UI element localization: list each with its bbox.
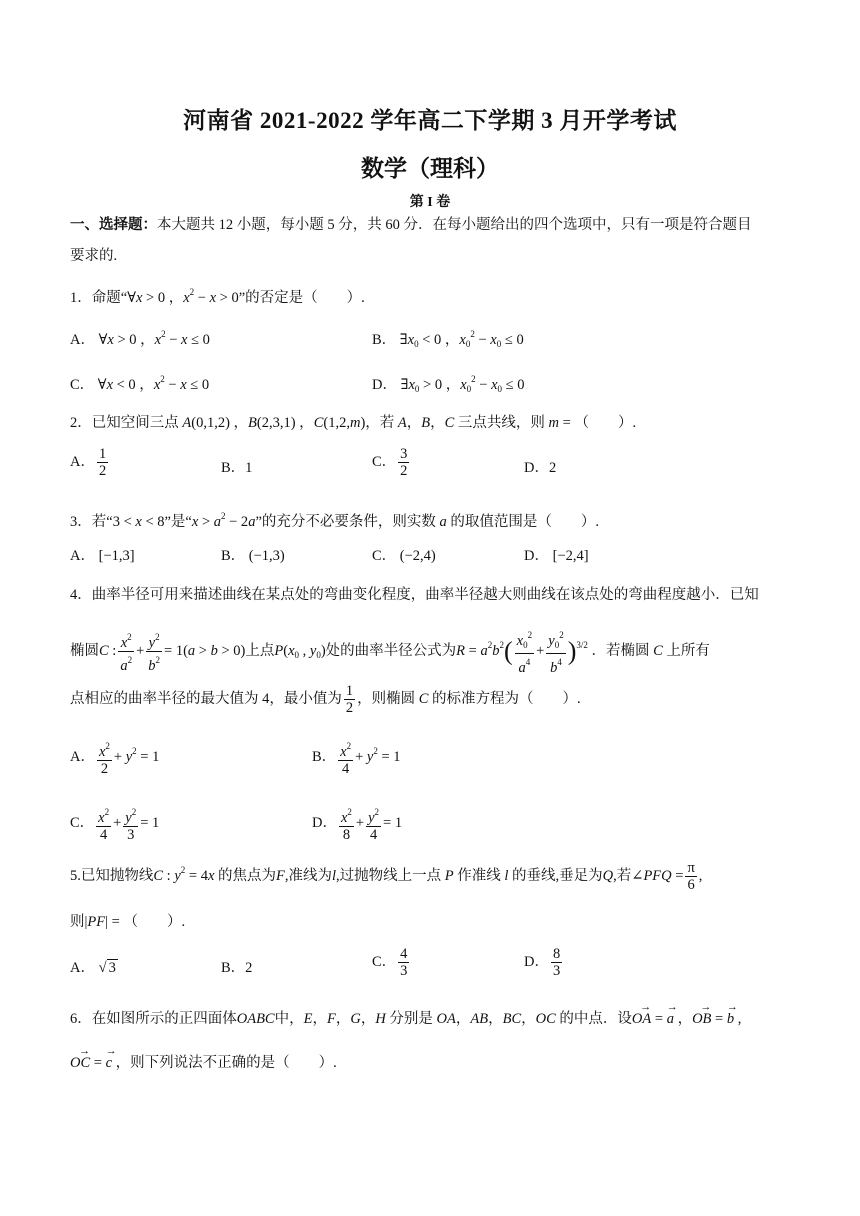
q4-option-b: B． $\frac{x^2}{4}$ + $y^2 = 1$ — [312, 738, 401, 777]
q1-option-c: C． ∀x < 0 ，$x^2 - x \le 0$ — [70, 374, 210, 393]
question-5-line-1: 5.已知抛物线C : $y^2 = 4x$ 的焦点为F,准线为l,过抛物线上一点 P 作准线 l 的垂线,垂足为Q,若∠PFQ = $\frac{\pi}{6}$ , — [70, 860, 703, 894]
question-3: 3．若“3 < x < 8”是“$x > a^2 - 2a$”的充分不必要条件，则实数 a 的取值范围是（ ）. — [70, 511, 599, 530]
question-1: 1．命题“∀x > 0 ，$x^2 - x > 0$”的否定是（ ）. — [70, 287, 365, 306]
q1-option-d: D． $\exists x_0 > 0$ ，$x_0^2 - x_0 \le 0$ — [372, 374, 525, 394]
exam-subject: 数学（理科） — [361, 156, 499, 181]
q4-option-c: C． $\frac{x^2}{4}$ + $\frac{y^2}{3}$ = 1 — [70, 804, 159, 843]
q2-option-c: C． $\frac{3}{2}$ — [372, 446, 408, 479]
q2-option-d: D．2 — [524, 460, 557, 476]
q1-option-a: A． ∀x > 0 ，$x^2 - x \le 0$ — [70, 329, 210, 348]
q3-option-c: C． (−2,4) — [372, 548, 436, 564]
question-4-line-1: 4．曲率半径可用来描述曲线在某点处的弯曲变化程度，曲率半径越大则曲线在该点处的弯曲程度越小．已知 — [70, 587, 759, 603]
q5-option-b: B．2 — [221, 960, 253, 976]
question-2: 2．已知空间三点 A(0,1,2) ，B(2,3,1) ，C(1,2,m)，若 A，B，C 三点共线，则 m = （ ）. — [70, 415, 637, 431]
question-6-line-2: → OC = → c ，则下列说法不正确的是（ ）. — [70, 1053, 337, 1073]
q2-option-a: A． $\frac{1}{2}$ — [70, 446, 107, 479]
section-desc: 本大题共 12 小题，每小题 5 分，共 60 分．在每小题给出的四个选项中，只有一项是符合题目 — [157, 217, 752, 233]
q3-option-a: A． [−1,3] — [70, 548, 135, 564]
q1-option-b: B． $\exists x_0 < 0$ ，$x_0^2 - x_0 \le 0$ — [372, 329, 524, 349]
q3-option-d: D． [−2,4] — [524, 548, 589, 564]
question-4-line-3: 点相应的曲率半径的最大值为 4，最小值为 $\frac{1}{2}$ ，则椭圆 C 的标准方程为（ ）. — [70, 683, 581, 716]
q3-option-b: B． (−1,3) — [221, 548, 285, 564]
q2-option-b: B．1 — [221, 460, 253, 476]
q4-option-d: D． $\frac{x^2}{8}$ + $\frac{y^2}{4}$ = 1 — [312, 804, 402, 843]
question-4-line-2: 椭圆C : $\frac{x^2}{a^2}$ + $\frac{y^2}{b^2}$ = 1(a > b > 0)上点$P(x_0$ , $y_0$)处的曲率半径公式为$R = a^2b^2$( $\frac{x_0^2}{a^4}$ + $\frac{y_0^2}{b^4}$ )$^{3/2}$ ．若椭圆 C 上所有 — [70, 627, 710, 676]
section-heading: 一、选择题： — [70, 217, 157, 233]
question-6-line-1: 6．在如图所示的正四面体OABC中，E，F，G，H 分别是 OA，AB，BC，OC 的中点．设→ OA = → a ，→ OB = → b , — [70, 1009, 741, 1029]
volume-label: 第 I 卷 — [409, 195, 451, 210]
exam-title: 河南省 2021-2022 学年高二下学期 3 月开学考试 — [183, 108, 677, 133]
q5-option-a: A． √ 3 — [70, 960, 116, 976]
q5-option-c: C． $\frac{4}{3}$ — [372, 946, 408, 979]
q5-option-d: D． $\frac{8}{3}$ — [524, 946, 561, 979]
section-instructions — [70, 215, 752, 235]
section-desc-cont: 要求的. — [70, 248, 118, 264]
q4-option-a: A． $\frac{x^2}{2}$ + $y^2 = 1$ — [70, 738, 159, 777]
question-5-line-2: 则|PF| = （ ）. — [70, 914, 186, 930]
